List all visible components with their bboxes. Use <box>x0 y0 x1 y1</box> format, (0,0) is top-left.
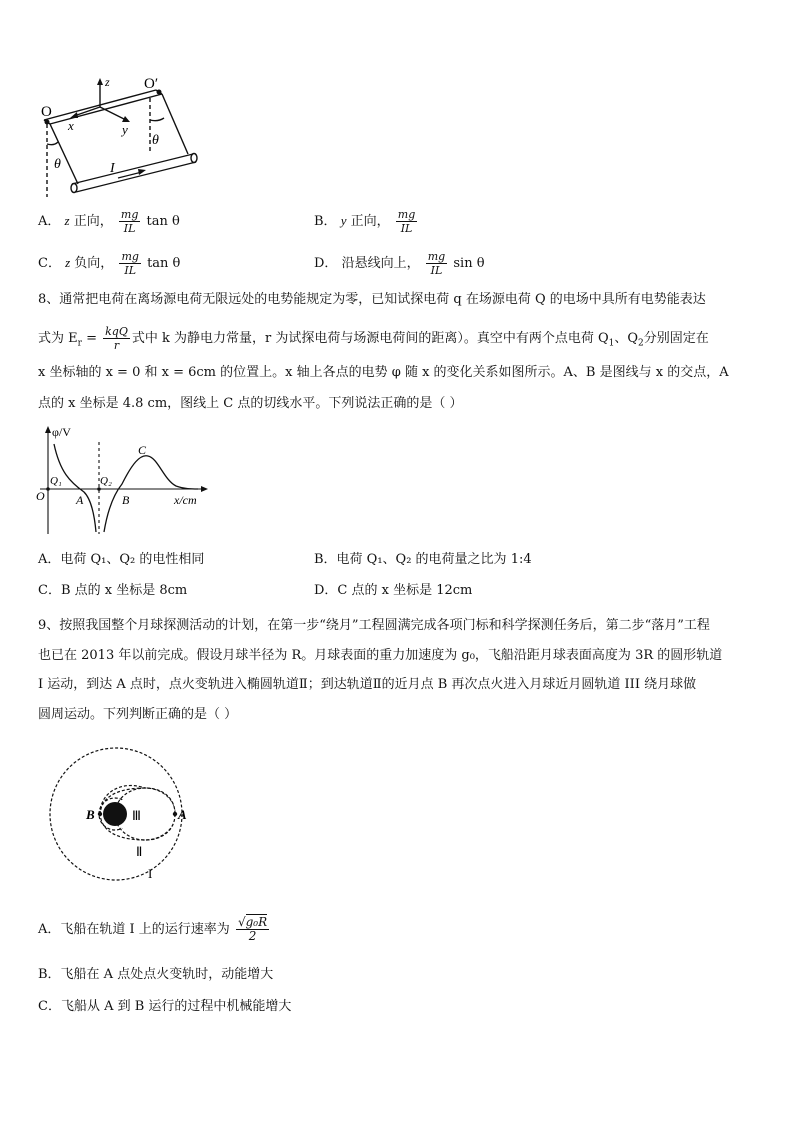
q7-d-fraction: $\frac{mg}{IL}$ <box>427 250 446 277</box>
q8-energy-fraction: $\frac{\text{kqQ}}{r}$ <box>105 325 128 352</box>
label-B: B <box>122 493 130 507</box>
q9-line-3: I 运动，到达 A 点时，点火变轨进入椭圆轨道Ⅱ；到达轨道Ⅱ的近月点 B 再次点火进入月球近月圆轨道 III 绕月球做 <box>38 677 697 692</box>
q8-option-d[interactable]: D．C 点的 x 坐标是 12cm <box>314 583 473 598</box>
left-wire <box>50 124 78 184</box>
q7-option-c[interactable]: C． z 负向， $\frac{mg}{IL}$ tan θ <box>38 250 181 277</box>
q8-option-b[interactable]: B．电荷 Q₁、Q₂ 的电荷量之比为 1:4 <box>314 552 532 567</box>
q7-c-fraction: $\frac{mg}{IL}$ <box>121 250 139 277</box>
q7-figure <box>38 72 208 202</box>
label-Q1: Q₁ <box>50 475 62 487</box>
y-axis <box>100 107 126 120</box>
label-O-prime: O′ <box>144 76 159 92</box>
q7-a-fraction: $\frac{mg}{IL}$ <box>120 208 139 235</box>
label-z: z <box>105 75 110 89</box>
label-orbit-I: I <box>148 866 153 881</box>
q8-line-4: 点的 x 坐标是 4.8 cm，图线上 C 点的切线水平。下列说法正确的是（ ） <box>38 396 463 411</box>
x-axis-label: x/cm <box>174 493 197 507</box>
q9-option-a[interactable]: A．飞船在轨道 I 上的运行速率为 $\frac{\text{√g₀R}}{2}$ <box>38 915 268 943</box>
q7-option-b[interactable]: B． y 正向， $\frac{mg}{IL}$ <box>314 208 416 235</box>
q7-option-a[interactable]: A． z 正向， $\frac{mg}{IL}$ tan θ <box>38 208 180 235</box>
label-theta-left: θ <box>54 157 61 172</box>
q7-b-fraction: $\frac{mg}{IL}$ <box>397 208 416 235</box>
label-B: B <box>86 807 95 822</box>
q9-option-b[interactable]: B．飞船在 A 点处点火变轨时，动能增大 <box>38 967 274 982</box>
label-orbit-II: Ⅱ <box>136 844 143 859</box>
q8-line-2: 式为 $E_r$ = $\frac{\text{kqQ}}{r}$ 式中 k 为静电力常量，r 为试探电荷与场源电荷间的距离）。真空中有两个点电荷 $Q_1$、$Q_2$分别固定在 <box>38 325 709 352</box>
q8-option-a[interactable]: A．电荷 Q₁、Q₂ 的电性相同 <box>38 552 205 567</box>
label-theta-right: θ <box>152 133 159 148</box>
phi-axis-label: φ/V <box>52 425 71 439</box>
q8-line-3: x 坐标轴的 x = 0 和 x = 6cm 的位置上。x 轴上各点的电势 φ 随 x 的变化关系如图所示。A、B 是图线与 x 的交点，A <box>38 365 729 380</box>
q7-option-d[interactable]: D． 沿悬线向上， $\frac{mg}{IL}$ sin θ <box>314 250 485 277</box>
label-O: O <box>41 104 52 120</box>
top-bar-right <box>50 94 162 124</box>
label-A: A <box>178 807 187 822</box>
q8-line-1: 8、通常把电荷在离场源电荷无限远处的电势能规定为零，已知试探电荷 q 在场源电荷 Q 的电场中具所有电势能表达 <box>38 292 706 307</box>
q9-line-2: 也已在 2013 年以前完成。假设月球半径为 R。月球表面的重力加速度为 g₀，飞船沿距月球表面高度为 3R 的圆形轨道 <box>38 648 723 663</box>
label-O: O <box>36 489 45 503</box>
label-y: y <box>122 122 128 137</box>
moon <box>103 802 127 826</box>
label-Q2: Q₂ <box>100 475 112 487</box>
q9-a-fraction: $\frac{\text{√g₀R}}{2}$ <box>237 915 268 943</box>
label-A: A <box>76 493 84 507</box>
right-wire <box>162 94 188 154</box>
q9-option-c[interactable]: C．飞船从 A 到 B 运行的过程中机械能增大 <box>38 999 292 1014</box>
q8-potential-graph <box>36 422 216 540</box>
label-C: C <box>138 443 147 457</box>
q9-line-1: 9、按照我国整个月球探测活动的计划，在第一步“绕月”工程圆满完成各项门标和科学探测任务后，第二步“落月”工程 <box>38 618 710 633</box>
label-orbit-III: Ⅲ <box>132 808 141 823</box>
label-current: I <box>110 161 115 176</box>
q8-option-c[interactable]: C．B 点的 x 坐标是 8cm <box>38 583 188 598</box>
q9-line-4: 圆周运动。下列判断正确的是（ ） <box>38 707 238 722</box>
q9-orbit-diagram <box>38 740 208 888</box>
label-x: x <box>68 118 74 133</box>
